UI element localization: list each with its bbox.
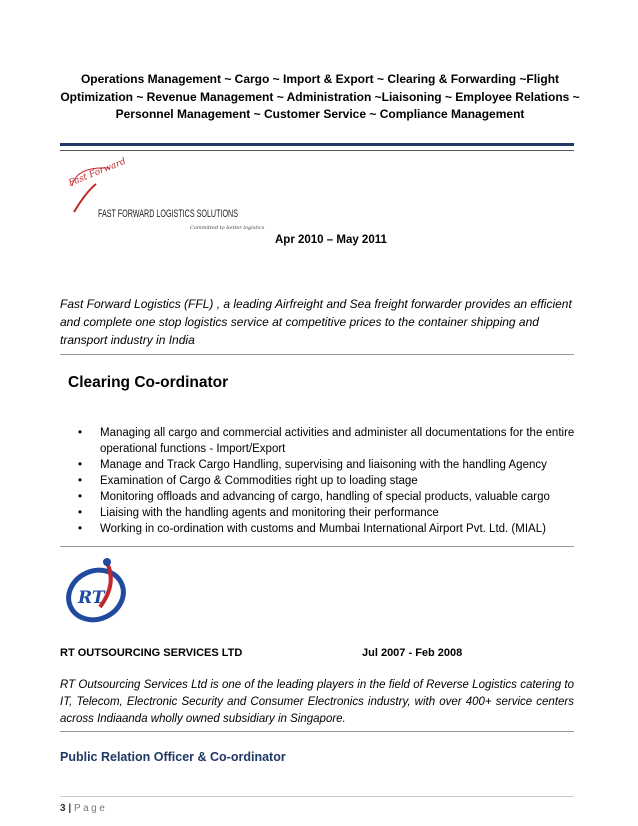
bullet-icon: • — [78, 427, 83, 439]
section-divider — [60, 354, 574, 355]
list-item — [78, 473, 578, 489]
job1-responsibilities — [78, 425, 578, 537]
page-word: Page — [73, 803, 108, 814]
job1-dates: Apr 2010 – May 2011 — [275, 234, 387, 246]
bullet-icon: • — [78, 507, 83, 519]
list-item-text: Working in co-ordination with customs and Mumbai International Airport Pvt. Ltd. (MIAL) — [100, 523, 546, 535]
page-footer — [60, 803, 107, 814]
list-item-text: Liaising with the handling agents and monitoring their performance — [100, 507, 439, 519]
list-item — [78, 425, 578, 457]
job2-role-title: Public Relation Officer & Co-ordinator — [60, 750, 286, 764]
logo-tagline: Committed to better logistics — [190, 225, 265, 231]
job1-role-title: Clearing Co-ordinator — [68, 374, 229, 391]
logo-top-text: Fast Forward — [67, 156, 128, 189]
bullet-icon: • — [78, 491, 83, 503]
skills-summary: Operations Management ~ Cargo ~ Import & Export ~ Clearing & Forwarding ~Flight Optimization ~ Revenue Management ~ Administration ~Liaisoning ~ Employee Relations ~ Personnel Management ~ Customer Service ~ Compliance Management — [60, 72, 580, 121]
logo-swoosh — [74, 184, 96, 212]
header-divider-thick — [60, 143, 574, 146]
section-divider — [60, 731, 574, 732]
page-number: 3 — [60, 803, 66, 814]
job2-company-description: RT Outsourcing Services Ltd is one of the leading players in the field of Reverse Logistics catering to IT, Telecom, Electronic Security and Consumer Electronics industry, with over 400+ service centers across Indiaanda wholly owned subsidiary in Singapore. — [60, 679, 574, 725]
fast-forward-logo — [66, 156, 265, 234]
bullet-icon: • — [78, 523, 83, 535]
job2-dates: Jul 2007 - Feb 2008 — [362, 647, 463, 659]
logo-text: RT — [78, 588, 105, 608]
header-divider-thin — [60, 150, 574, 151]
footer-divider — [60, 796, 574, 797]
page-separator: | — [68, 803, 72, 814]
job2-company-name: RT OUTSOURCING SERVICES LTD — [60, 647, 243, 659]
bullet-icon: • — [78, 459, 83, 471]
list-item-text: Examination of Cargo & Commodities right up to loading stage — [100, 475, 418, 487]
bullet-icon: • — [78, 475, 83, 487]
logo-dot — [103, 558, 111, 566]
list-item — [78, 457, 578, 473]
list-item — [78, 505, 578, 521]
logo-main-text: FAST FORWARD LOGISTICS SOLUTIONS — [98, 208, 238, 220]
list-item-text: Monitoring offloads and advancing of cargo, handling of special products, valuable cargo — [100, 491, 550, 503]
list-item — [78, 521, 578, 537]
job1-company-description: Fast Forward Logistics (FFL) , a leading Airfreight and Sea freight forwarder provides an efficient and complete one stop logistics service at competitive prices to the container shipping and transport industry in India — [60, 297, 572, 347]
list-item-text: Manage and Track Cargo Handling, supervising and liaisoning with the handling Agency — [100, 459, 547, 471]
list-item — [78, 489, 578, 505]
list-item-text: Managing all cargo and commercial activities and administer all documentations for the entire operational functions - Import/Export — [100, 427, 575, 455]
rt-outsourcing-logo — [60, 553, 132, 627]
section-divider — [60, 546, 574, 547]
